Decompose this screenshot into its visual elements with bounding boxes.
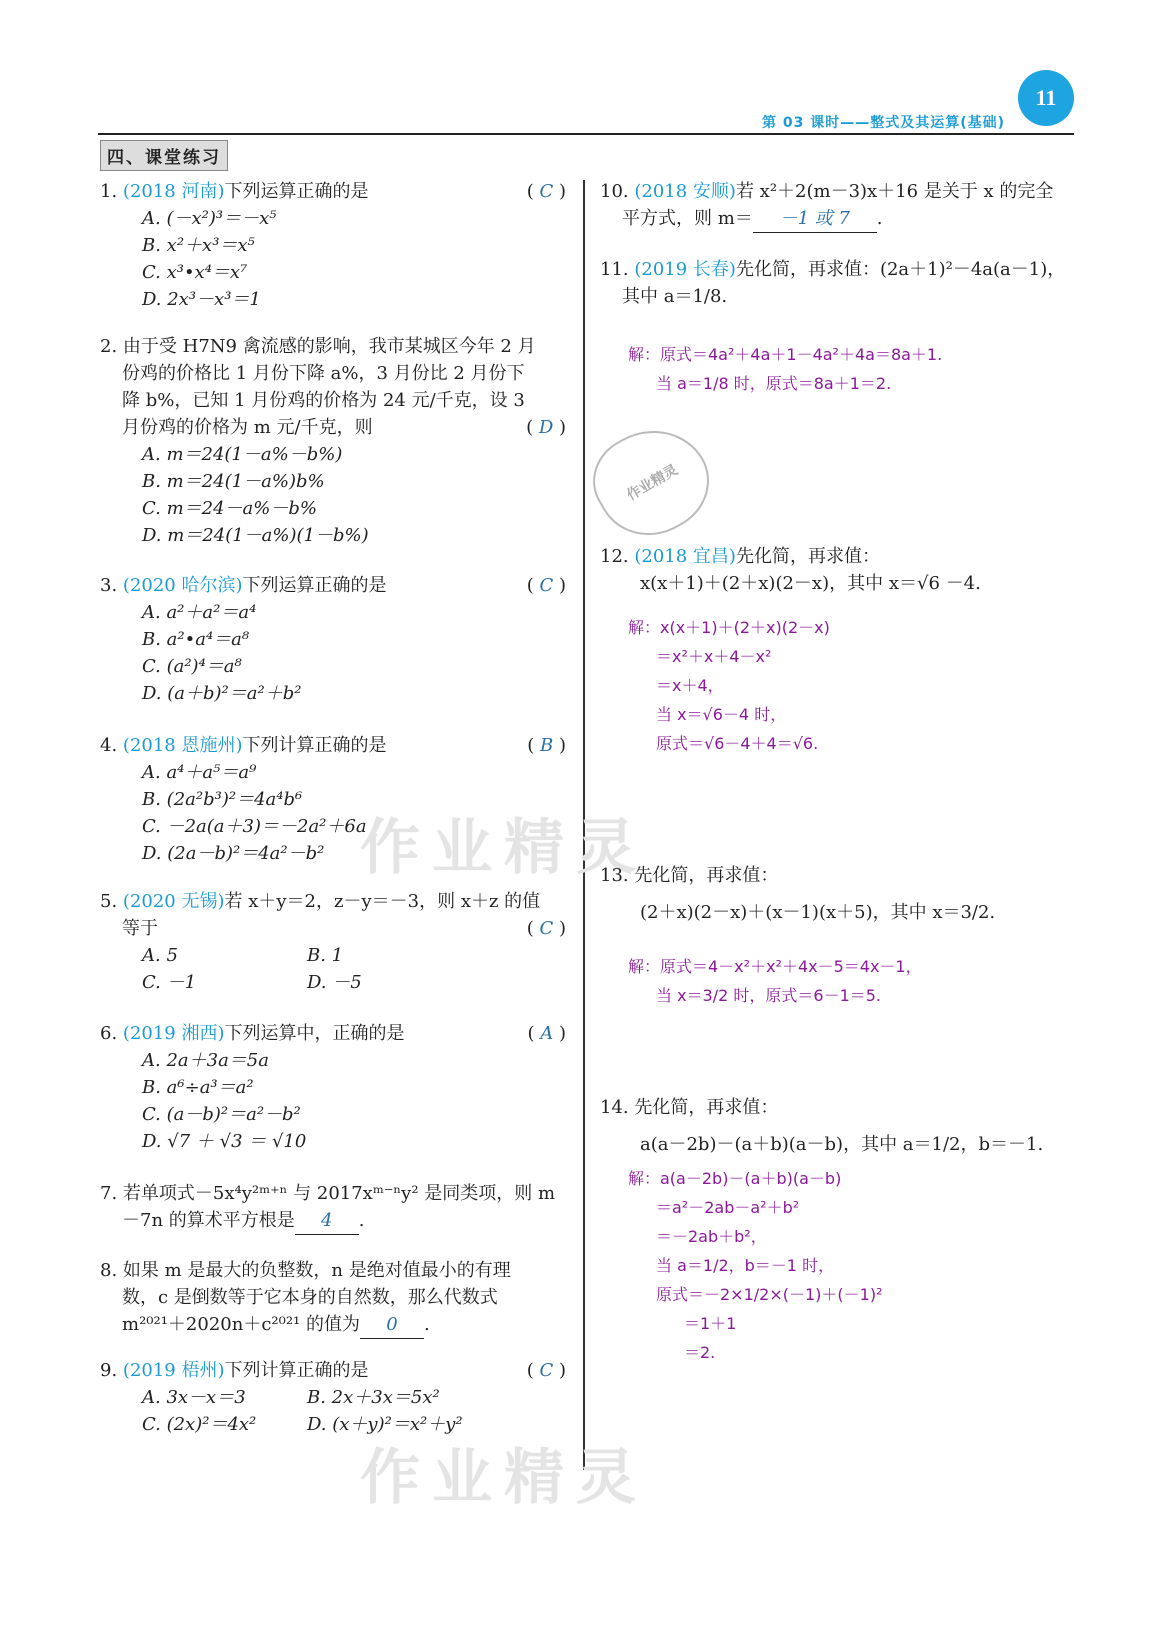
chapter-title: 第 03 课时——整式及其运算(基础) bbox=[761, 115, 1005, 131]
question-13: 13. 先化简，再求值： (2＋x)(2－x)＋(x－1)(x＋5)，其中 x＝3/2. 解：原式＝4－x²＋x²＋4x－5＝4x－1， 当 x＝3/2 时，原式＝6－1＝5. bbox=[600, 865, 996, 1005]
stamp-logo: 作业精灵 bbox=[578, 409, 727, 555]
watermark: 作业精灵 bbox=[360, 813, 648, 883]
question-7: 7. 若单项式－5x⁴y²ᵐ⁺ⁿ 与 2017xᵐ⁻ⁿy² 是同类项，则 m －7n 的算术平方根是 4 . bbox=[100, 1180, 566, 1235]
question-2: 2. 由于受 H7N9 禽流感的影响，我市某城区今年 2 月 份鸡的价格比 1 月份下降 a%，3 月份比 2 月份下 降 b%，已知 1 月份鸡的价格为 24 元/千克，设 3 月份鸡的价格为 m 元/千克，则 ( D ) A. m＝24(1－a%－b%) B. m＝24(1－a%)b% C. m＝24－a%－b% D. m＝24(1－a%)(1－b%) bbox=[100, 336, 566, 546]
watermark-bottom: 作业精灵 bbox=[360, 1443, 648, 1513]
question-9: 9. (2019 梧州)下列计算正确的是 ( C ) A. 3x－x＝3 B. 2x＋3x＝5x² C. (2x)²＝4x² D. (x＋y)²＝x²＋y² bbox=[100, 1360, 566, 1435]
question-1: 1. (2018 河南)下列运算正确的是 ( C ) A. (－x²)³＝－x⁵ B. x²＋x³＝x⁵ C. x³•x⁴＝x⁷ D. 2x³－x³＝1 bbox=[100, 181, 566, 310]
question-6: 6. (2019 湘西)下列运算中，正确的是 ( A ) A. 2a＋3a＝5a B. a⁶÷a³＝a² C. (a－b)²＝a²－b² D. √7 ＋ √3 ＝ √10 bbox=[100, 1023, 566, 1152]
question-3: 3. (2020 哈尔滨)下列运算正确的是 ( C ) A. a²＋a²＝a⁴ B. a²•a⁴＝a⁸ C. (a²)⁴＝a⁸ D. (a＋b)²＝a²＋b² bbox=[100, 575, 566, 704]
question-4: 4. (2018 恩施州)下列计算正确的是 ( B ) A. a⁴＋a⁵＝a⁹ B. (2a²b³)²＝4a⁴b⁶ C. －2a(a＋3)＝－2a²＋6a D. (2a－b)²＝4a²－b² bbox=[100, 735, 566, 864]
question-5: 5. (2020 无锡)若 x＋y＝2，z－y＝－3，则 x＋z 的值 等于 ( C ) A. 5 B. 1 C. －1 D. －5 bbox=[100, 891, 566, 993]
question-11: 11. (2019 长春)先化简，再求值：(2a＋1)²－4a(a－1)， 其中 a＝1/8. 解：原式＝4a²＋4a＋1－4a²＋4a＝8a＋1. 当 a＝1/8 时，原式＝8a＋1＝2. bbox=[600, 259, 1066, 393]
header-rule bbox=[98, 133, 1074, 135]
section-title: 四、课堂练习 bbox=[100, 140, 228, 171]
question-12: 12. (2018 宜昌)先化简，再求值： x(x＋1)＋(2＋x)(2－x)，其中 x＝√6 －4. 解：x(x＋1)＋(2＋x)(2－x) ＝x²＋x＋4－x² ＝x＋4， 当 x＝√6－4 时， 原式＝√6－4＋4＝√6. bbox=[600, 546, 981, 753]
question-10: 10. (2018 安顺)若 x²＋2(m－3)x＋16 是关于 x 的完全 平方式，则 m＝ －1 或 7 . bbox=[600, 178, 1078, 233]
question-14: 14. 先化简，再求值： a(a－2b)－(a＋b)(a－b)，其中 a＝1/2，b＝－1. 解：a(a－2b)－(a＋b)(a－b) ＝a²－2ab－a²＋b² ＝－2ab＋b²， 当 a＝1/2，b＝－1 时， 原式＝－2×1/2×(－1)＋(－1)² ＝1＋1 ＝2. bbox=[600, 1097, 1044, 1362]
question-8: 8. 如果 m 是最大的负整数，n 是绝对值最小的有理 数，c 是倒数等于它本身的自然数，那么代数式 m²⁰²¹＋2020n＋c²⁰²¹ 的值为 0 . bbox=[100, 1257, 566, 1339]
page-number-badge: 11 bbox=[1018, 70, 1074, 126]
